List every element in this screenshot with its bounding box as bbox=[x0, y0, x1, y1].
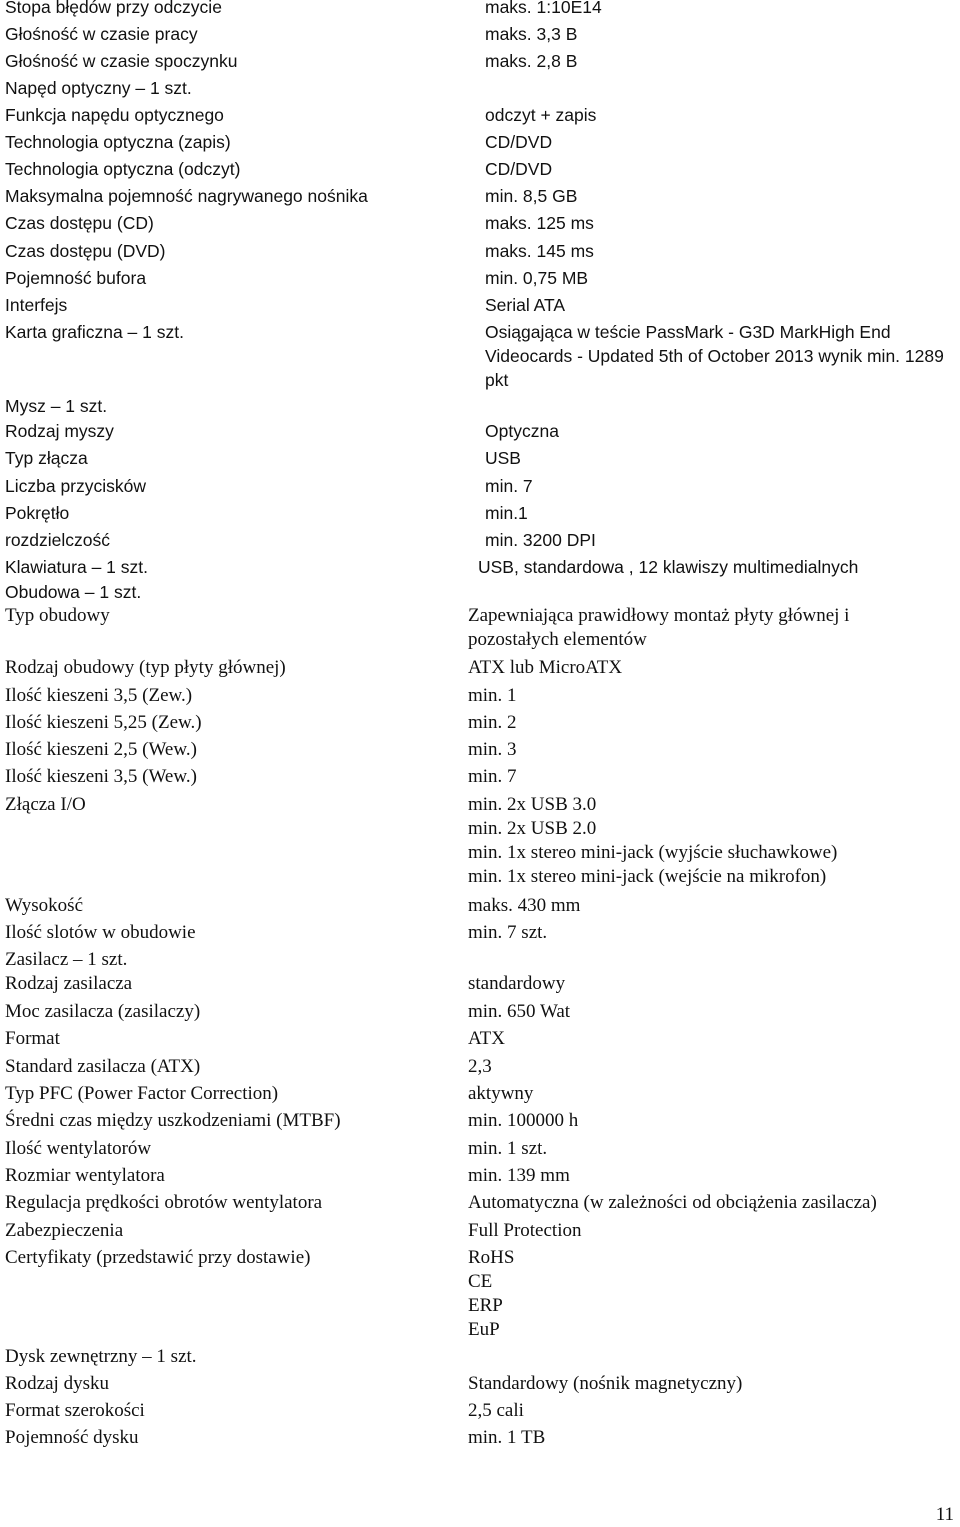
spec-value: min.1 bbox=[485, 503, 528, 523]
spec-label: Certyfikaty (przedstawić przy dostawie) bbox=[5, 1247, 311, 1268]
spec-label: Napęd optyczny – 1 szt. bbox=[5, 78, 192, 98]
spec-value: standardowy bbox=[468, 973, 566, 994]
spec-label: Głośność w czasie spoczynku bbox=[5, 51, 238, 71]
spec-value: RoHS CE ERP EuP bbox=[468, 1247, 515, 1340]
spec-label: Funkcja napędu optycznego bbox=[5, 105, 224, 125]
spec-label: Rodzaj myszy bbox=[5, 421, 114, 441]
spec-label: Pokrętło bbox=[5, 503, 70, 523]
spec-label: Liczba przycisków bbox=[5, 476, 147, 496]
spec-value: min. 0,75 MB bbox=[485, 268, 589, 288]
spec-label: Typ obudowy bbox=[5, 605, 110, 626]
spec-label: Typ PFC (Power Factor Correction) bbox=[5, 1083, 279, 1104]
spec-value: Optyczna bbox=[485, 421, 559, 441]
spec-value: min. 1 TB bbox=[468, 1427, 546, 1448]
spec-label: Obudowa – 1 szt. bbox=[5, 582, 142, 602]
spec-label: Dysk zewnętrzny – 1 szt. bbox=[5, 1346, 197, 1367]
spec-label: Zabezpieczenia bbox=[5, 1220, 124, 1241]
spec-label: Maksymalna pojemność nagrywanego nośnika bbox=[5, 186, 368, 206]
spec-label: Technologia optyczna (zapis) bbox=[5, 132, 231, 152]
spec-label: Głośność w czasie pracy bbox=[5, 24, 198, 44]
spec-value: min. 8,5 GB bbox=[485, 186, 578, 206]
spec-label: Karta graficzna – 1 szt. bbox=[5, 322, 184, 342]
spec-label: Ilość kieszeni 2,5 (Wew.) bbox=[5, 739, 197, 760]
spec-label: Rodzaj obudowy (typ płyty głównej) bbox=[5, 657, 286, 678]
spec-label: Pojemność dysku bbox=[5, 1427, 139, 1448]
spec-label: Ilość kieszeni 3,5 (Wew.) bbox=[5, 766, 197, 787]
spec-value: maks. 145 ms bbox=[485, 241, 594, 261]
spec-label: Stopa błędów przy odczycie bbox=[5, 0, 222, 17]
spec-value: maks. 1:10E14 bbox=[485, 0, 602, 17]
spec-value: ATX bbox=[468, 1028, 505, 1049]
spec-value: min. 7 bbox=[485, 476, 533, 496]
spec-value: 2,3 bbox=[468, 1056, 492, 1077]
spec-value: ATX lub MicroATX bbox=[468, 657, 623, 678]
spec-value: CD/DVD bbox=[485, 132, 553, 152]
spec-value: Full Protection bbox=[468, 1220, 582, 1241]
spec-label: Ilość kieszeni 5,25 (Zew.) bbox=[5, 712, 202, 733]
spec-label: Pojemność bufora bbox=[5, 268, 147, 288]
spec-label: Złącza I/O bbox=[5, 794, 86, 815]
spec-value: odczyt + zapis bbox=[485, 105, 597, 125]
spec-label: Czas dostępu (DVD) bbox=[5, 241, 166, 261]
spec-label: Interfejs bbox=[5, 295, 68, 315]
spec-label: Format szerokości bbox=[5, 1400, 145, 1421]
spec-label: Mysz – 1 szt. bbox=[5, 396, 108, 416]
spec-label: Zasilacz – 1 szt. bbox=[5, 949, 128, 970]
spec-label: Format bbox=[5, 1028, 60, 1049]
spec-value: min. 3 bbox=[468, 739, 517, 760]
spec-value: 2,5 cali bbox=[468, 1400, 524, 1421]
spec-label: Technologia optyczna (odczyt) bbox=[5, 159, 241, 179]
spec-value: min. 650 Wat bbox=[468, 1001, 571, 1022]
spec-value: maks. 2,8 B bbox=[485, 51, 578, 71]
spec-value: Zapewniająca prawidłowy montaż płyty głównej i pozostałych elementów bbox=[468, 605, 850, 650]
spec-value: min. 7 szt. bbox=[468, 922, 548, 943]
spec-value: Automatyczna (w zależności od obciążenia zasilacza) bbox=[468, 1192, 877, 1213]
spec-value: aktywny bbox=[468, 1083, 534, 1104]
spec-label: Rodzaj zasilacza bbox=[5, 973, 133, 994]
spec-value: min. 1 bbox=[468, 685, 517, 706]
spec-value: min. 139 mm bbox=[468, 1165, 570, 1186]
spec-label: Wysokość bbox=[5, 895, 84, 916]
spec-value: USB, standardowa , 12 klawiszy multimedialnych bbox=[478, 557, 859, 577]
spec-label: Ilość wentylatorów bbox=[5, 1138, 152, 1159]
spec-label: Klawiatura – 1 szt. bbox=[5, 557, 148, 577]
spec-label: Czas dostępu (CD) bbox=[5, 213, 154, 233]
spec-value: maks. 3,3 B bbox=[485, 24, 578, 44]
spec-label: Rodzaj dysku bbox=[5, 1373, 109, 1394]
spec-value: min. 3200 DPI bbox=[485, 530, 596, 550]
spec-label: Standard zasilacza (ATX) bbox=[5, 1056, 201, 1077]
spec-value: Standardowy (nośnik magnetyczny) bbox=[468, 1373, 743, 1394]
spec-value: min. 1 szt. bbox=[468, 1138, 548, 1159]
spec-value: CD/DVD bbox=[485, 159, 553, 179]
spec-value: Osiągająca w teście PassMark - G3D MarkHigh End Videocards - Updated 5th of October 2013 wynik min. 1289 pkt bbox=[485, 322, 944, 390]
spec-value: min. 2 bbox=[468, 712, 517, 733]
spec-value: min. 2x USB 3.0 min. 2x USB 2.0 min. 1x stereo mini-jack (wyjście słuchawkowe) min. 1x stereo mini-jack (wejście na mikrofon) bbox=[468, 794, 838, 887]
spec-label: Średni czas między uszkodzeniami (MTBF) bbox=[5, 1110, 341, 1131]
spec-value: maks. 430 mm bbox=[468, 895, 581, 916]
spec-value: min. 7 bbox=[468, 766, 517, 787]
spec-label: Moc zasilacza (zasilaczy) bbox=[5, 1001, 201, 1022]
spec-label: Ilość slotów w obudowie bbox=[5, 922, 196, 943]
spec-value: USB bbox=[485, 448, 521, 468]
spec-value: min. 100000 h bbox=[468, 1110, 579, 1131]
spec-label: Typ złącza bbox=[5, 448, 88, 468]
spec-label: Ilość kieszeni 3,5 (Zew.) bbox=[5, 685, 193, 706]
spec-label: Regulacja prędkości obrotów wentylatora bbox=[5, 1192, 323, 1213]
spec-label: Rozmiar wentylatora bbox=[5, 1165, 165, 1186]
page-number: 11 bbox=[935, 1504, 954, 1525]
spec-value: Serial ATA bbox=[485, 295, 566, 315]
spec-value: maks. 125 ms bbox=[485, 213, 594, 233]
spec-label: rozdzielczość bbox=[5, 530, 111, 550]
